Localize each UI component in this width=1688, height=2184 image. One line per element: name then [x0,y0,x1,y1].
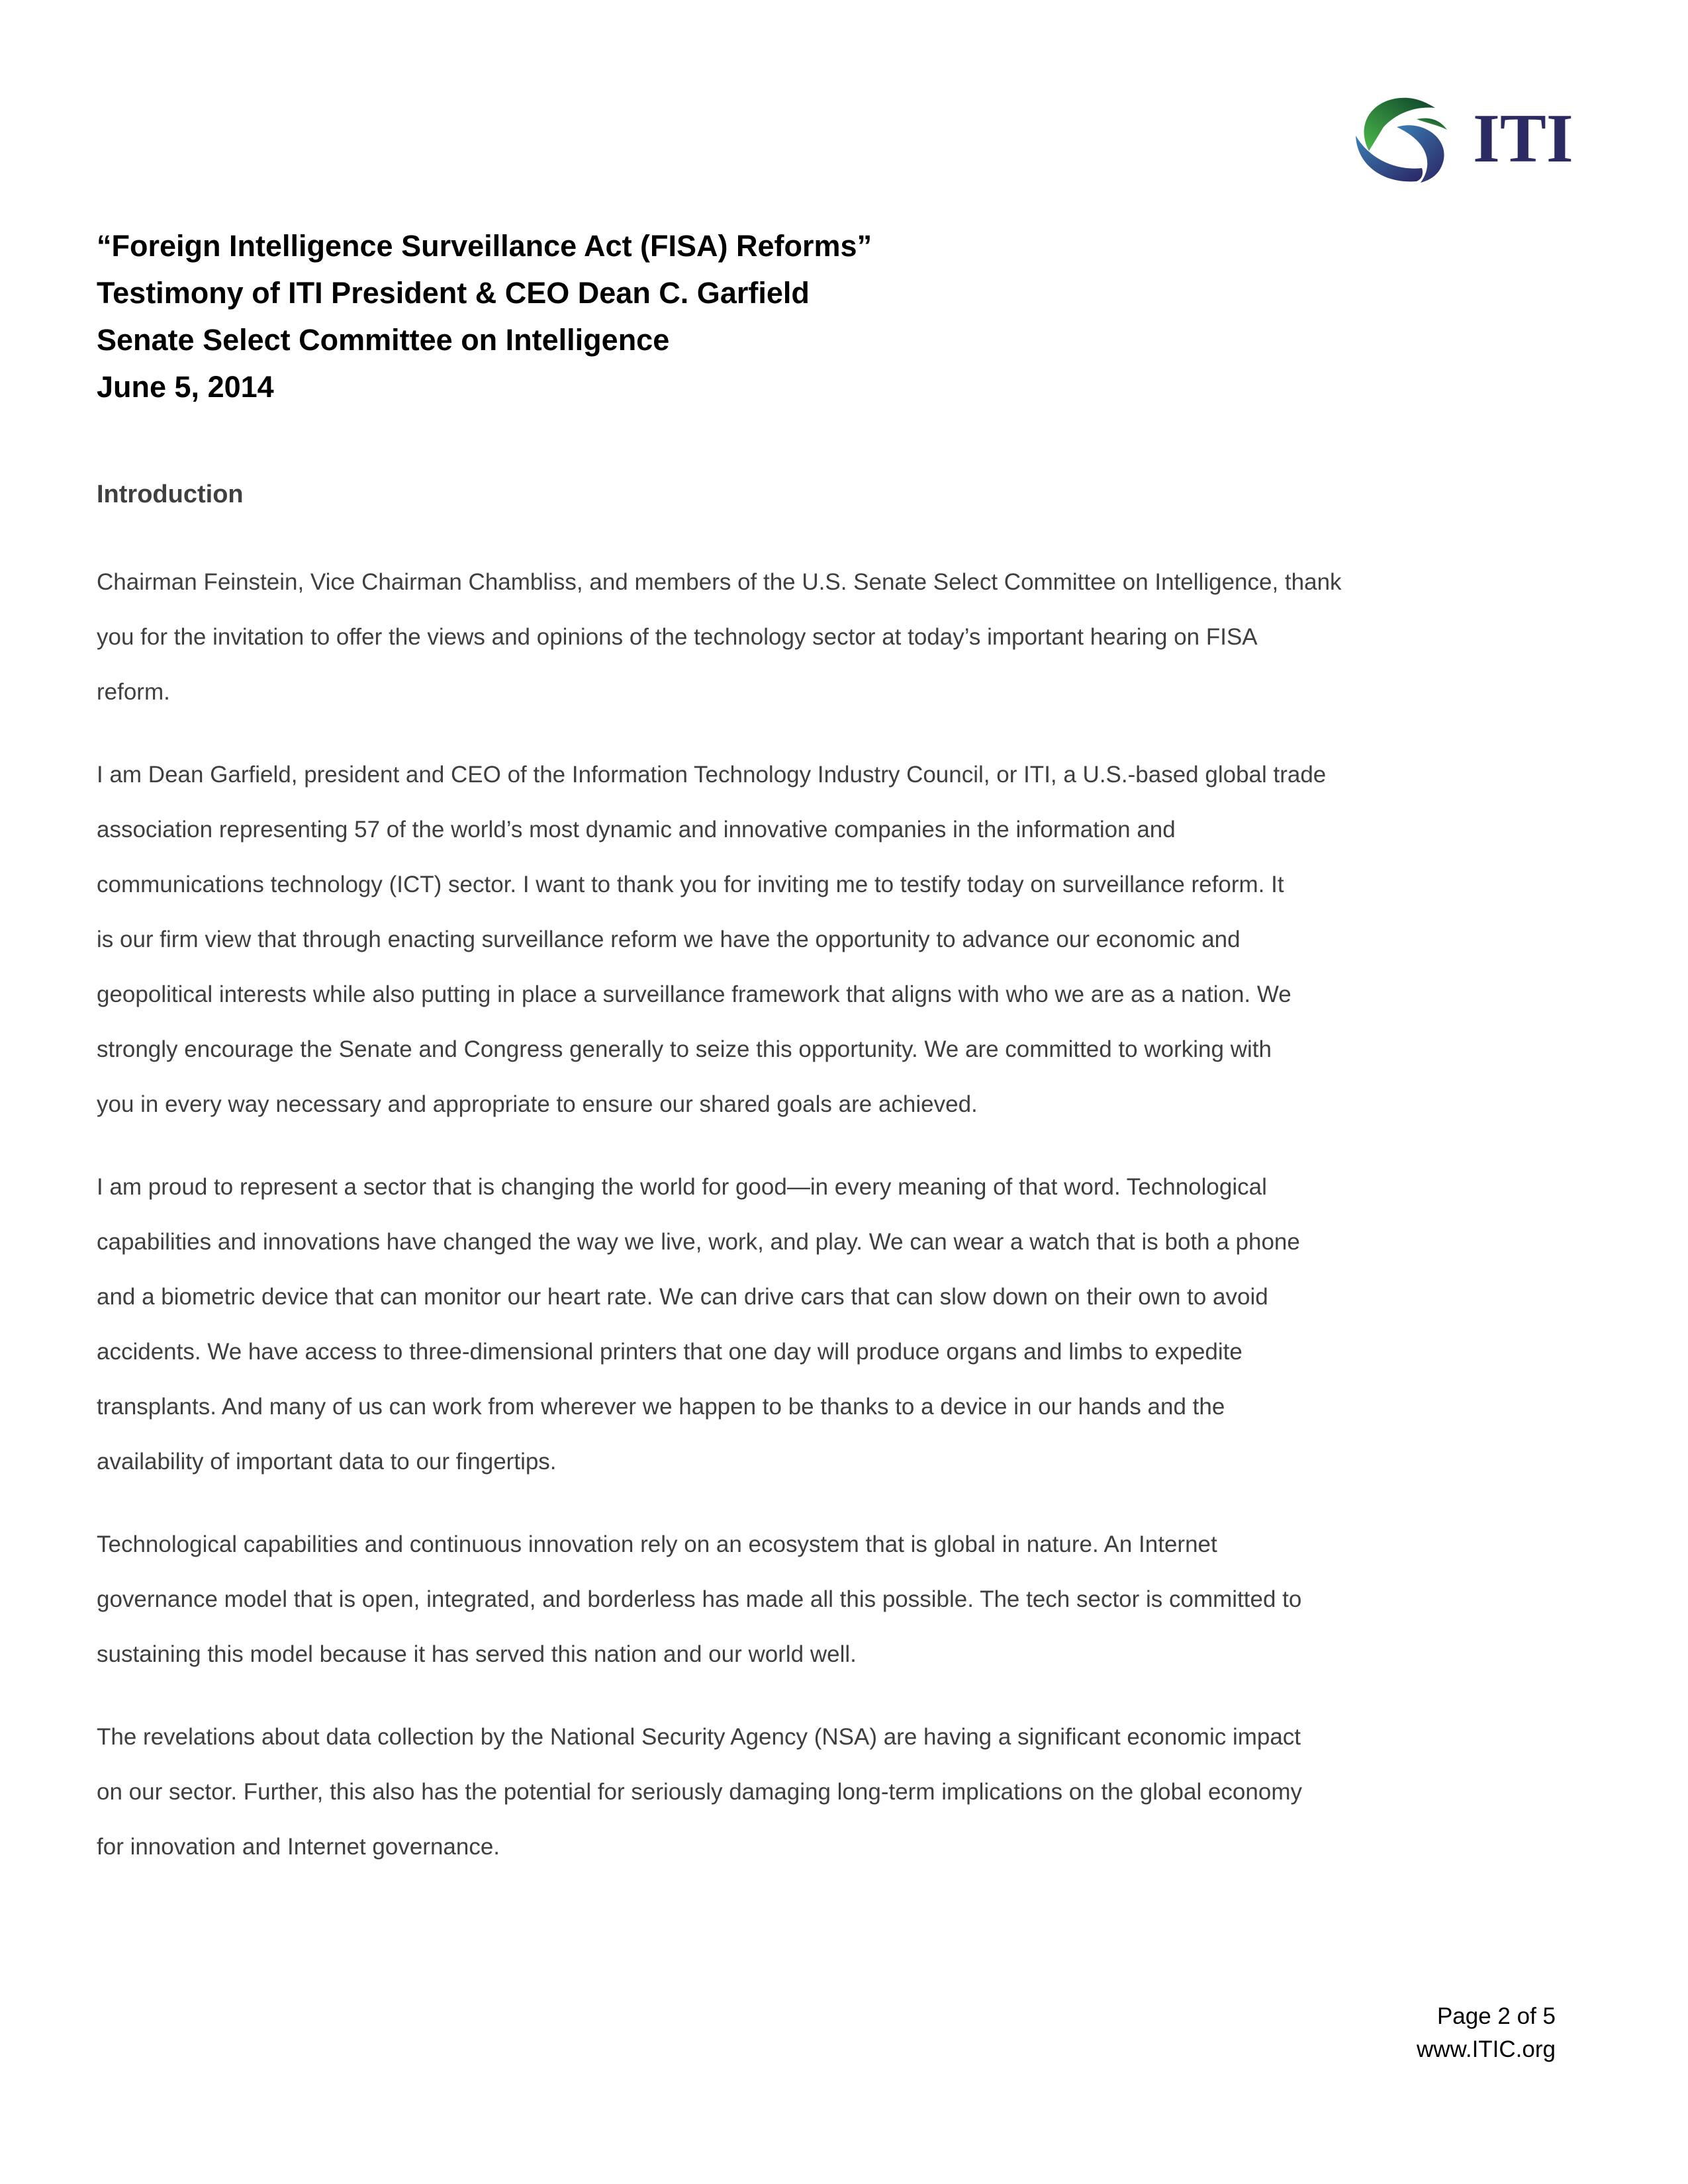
paragraph-line: transplants. And many of us can work from wherever we happen to be thanks to a device in our hands and the [97,1394,1225,1420]
paragraph-line: I am proud to represent a sector that is changing the world for good—in every meaning of that word. Technological [97,1174,1267,1200]
paragraph [97,1709,1342,1874]
title-line: “Foreign Intelligence Surveillance Act (FISA) Reforms” [97,229,872,263]
title-date: June 5, 2014 [97,370,274,404]
paragraph-line: capabilities and innovations have changed the way we live, work, and play. We can wear a watch that is both a phone [97,1229,1300,1255]
paragraph-line: strongly encourage the Senate and Congress generally to seize this opportunity. We are committed to working with [97,1036,1272,1062]
iti-logo [1324,86,1573,185]
paragraph-line: The revelations about data collection by the National Security Agency (NSA) are having a significant economic impact [97,1724,1301,1750]
page-footer [1417,2000,1556,2066]
page-number: Page 2 of 5 [1436,2003,1556,2029]
iti-globe-icon [1324,86,1573,185]
paragraph-line: communications technology (ICT) sector. I want to thank you for inviting me to testify today on surveillance reform. It [97,872,1284,897]
paragraph-line: Chairman Feinstein, Vice Chairman Chambliss, and members of the U.S. Senate Select Committee on Intelligence, thank [97,569,1342,595]
paragraph [97,555,1342,719]
paragraph-line: geopolitical interests while also putting in place a surveillance framework that aligns with who we are as a nation. We [97,981,1291,1007]
paragraph-line: reform. [97,679,170,705]
paragraph-line: governance model that is open, integrated, and borderless has made all this possible. The tech sector is committed to [97,1586,1302,1612]
paragraph-line: association representing 57 of the world’s most dynamic and innovative companies in the information and [97,817,1176,842]
body-text [97,555,1342,1902]
website-link[interactable]: www.ITIC.org [1416,2036,1556,2062]
paragraph-line: availability of important data to our fingertips. [97,1449,557,1475]
paragraph-line: on our sector. Further, this also has the potential for seriously damaging long-term implications on the global economy [97,1779,1302,1805]
paragraph-line: accidents. We have access to three-dimensional printers that one day will produce organs and limbs to expedite [97,1339,1243,1365]
paragraph-line: I am Dean Garfield, president and CEO of the Information Technology Industry Council, or ITI, a U.S.-based global trade [97,762,1327,788]
paragraph [97,1517,1342,1682]
title-line: Testimony of ITI President & CEO Dean C. Garfield [97,276,810,310]
document-title [97,222,872,410]
paragraph-line: is our firm view that through enacting surveillance reform we have the opportunity to advance our economic and [97,927,1241,952]
title-line: Senate Select Committee on Intelligence [97,323,670,357]
paragraph-line: sustaining this model because it has served this nation and our world well. [97,1641,857,1667]
section-heading: Introduction [97,480,244,508]
paragraph-line: for innovation and Internet governance. [97,1834,500,1860]
svg-text:ITI: ITI [1473,99,1573,177]
paragraph [97,1160,1342,1489]
paragraph-line: and a biometric device that can monitor our heart rate. We can drive cars that can slow down on their own to avoid [97,1284,1268,1310]
paragraph-line: you for the invitation to offer the views and opinions of the technology sector at today’s important hearing on FISA [97,624,1258,650]
paragraph-line: Technological capabilities and continuous innovation rely on an ecosystem that is global in nature. An Internet [97,1531,1217,1557]
paragraph [97,747,1342,1132]
paragraph-line: you in every way necessary and appropriate to ensure our shared goals are achieved. [97,1091,978,1117]
